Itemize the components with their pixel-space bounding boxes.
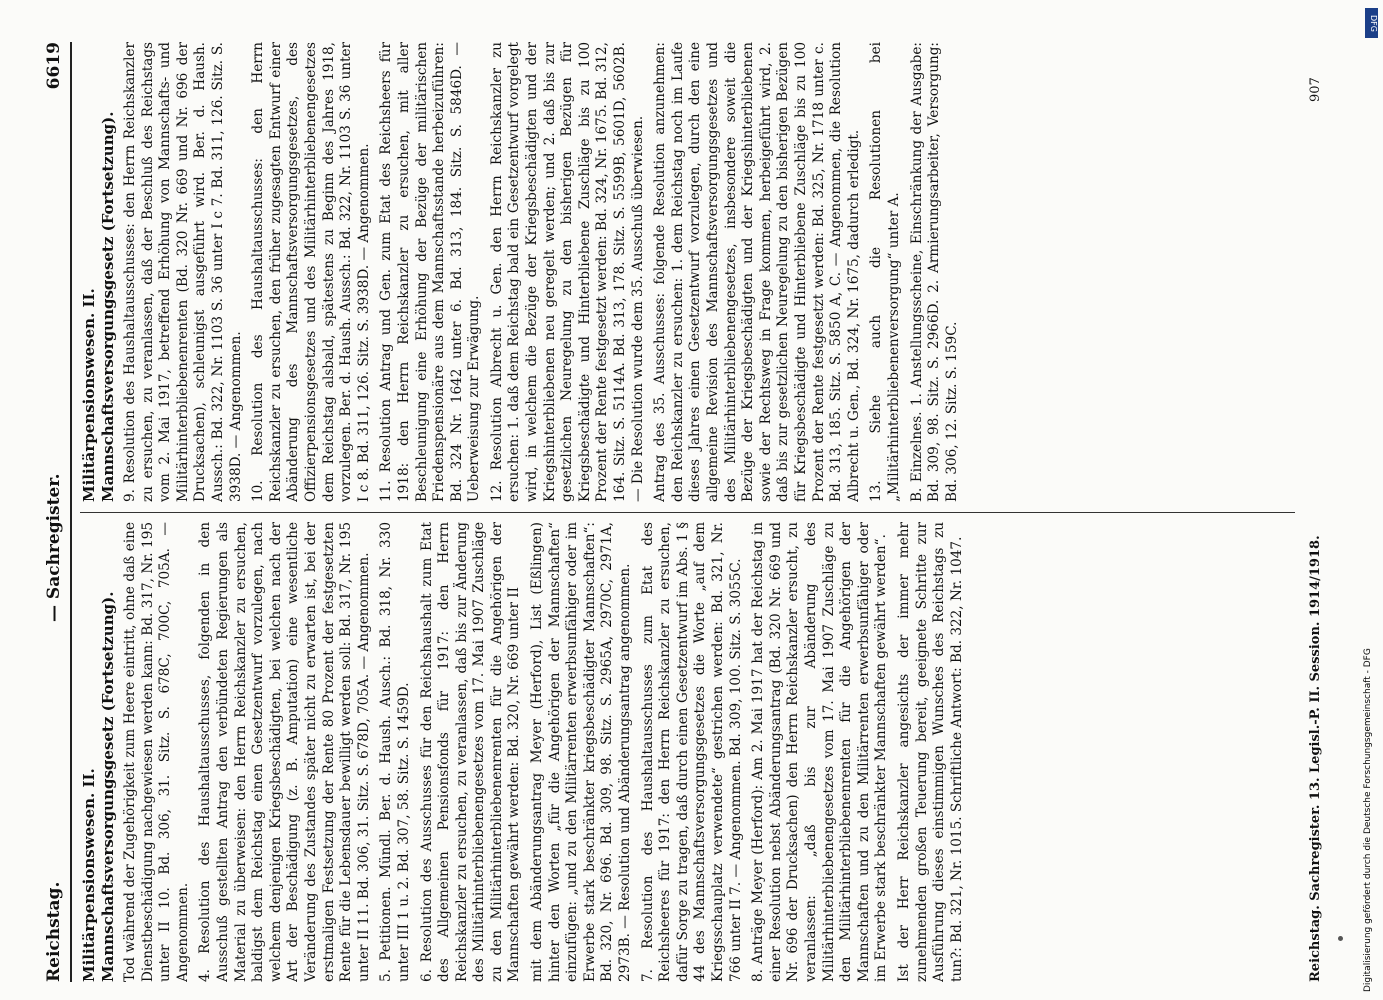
rotated-sheet	[40, 42, 1340, 982]
dfg-logo: DFG	[1365, 8, 1378, 38]
entry: 9. Resolution des Haushaltausschusses: den Herrn Reichskanzler zu ersuchen, zu veranlassen, daß der Beschluß des Reichstags vom 2. Mai 1917, betreffend Erhöhung von Mannschafts- und Militärhinterbliebenenrenten (Bd. 320 Nr. 669 und Nr. 696 der Drucksachen), schleunigst ausgeführt wird. Ber. d. Haush. Aussch.: Bd. 322, Nr. 1103 S. 36 unter I c 7. Bd. 311, 126. Sitz. S. 3938D. — Angenommen.	[122, 42, 244, 502]
entry: Tod während der Zugehörigkeit zum Heere eintritt, ohne daß eine Dienstbeschädigung nachgewiesen werden kann: Bd. 317, Nr. 195 unter II 10. Bd. 306, 31. Sitz. S. 678C, 700C, 705A. — Angenommen.	[122, 522, 191, 982]
entry: 6. Resolution des Ausschusses für den Reichshaushalt zum Etat des Allgemeinen Pensionsfonds für 1917: den Herrn Reichskanzler zu ersuchen, zu veranlassen, daß bis zur Änderung des Militärhinterbliebenengesetzes vom 17. Mai 1907 Zuschläge zu den Militärhinterbliebenenrenten für die Angehörigen der Mannschaften gewährt werden: Bd. 320, Nr. 669 unter II	[418, 522, 523, 982]
header-page-number: 6619	[44, 42, 64, 90]
page-footer: Reichstag. Sachregister. 13. Legisl.-P. II. Session. 1914/1918.	[1308, 535, 1323, 982]
entry: 7. Resolution des Haushaltausschusses zum Etat des Reichsheeres für 1917: den Herrn Reichskanzler zu ersuchen, dafür Sorge zu tragen, daß durch einen Gesetzentwurf im Abs. 1 § 44 des Mannschaftsversorgungsgesetzes die Worte „auf dem Kriegsschauplatz verwendete“ gestrichen werden: Bd. 321, Nr. 766 unter II 7. — Angenommen. Bd. 309, 100. Sitz. S. 3055C.	[639, 522, 744, 982]
entry: Ist der Herr Reichskanzler angesichts der immer mehr zunehmenden großen Teuerung bereit, geeignete Schritte zur Ausführung dieses einstimmigen Wunsches des Reichstags zu tun?: Bd. 321, Nr. 1015. Schriftliche Antwort: Bd. 322, Nr. 1047.	[895, 522, 965, 982]
column-right	[80, 42, 1300, 502]
dfg-credit: Digitalisierung gefördert durch die Deutsche Forschungsgemeinschaft - DFG	[1363, 648, 1373, 992]
header-rule	[70, 42, 72, 982]
entry: mit dem Abänderungsantrag Meyer (Herford), List (Eßlingen) hinter den Worten „für die Angehörigen der Mannschaften“ einzufügen: „und zu den Militärrenten erwerbsunfähiger oder im Erwerbe stark beschränkter kriegsbeschädigter Mannschaften“: Bd. 320, Nr. 696. Bd. 309, 98. Sitz. S. 2965A, 2970C, 2971A, 2973B. — Resolution und Abänderungsantrag angenommen.	[529, 522, 634, 982]
column-divider	[80, 512, 1295, 513]
entry: B. Einzelnes. 1. Anstellungsscheine, Einschränkung der Ausgabe: Bd. 309, 98. Sitz. S. 2966D. 2. Armierungsarbeiter, Versorgung: Bd. 306, 12. Sitz. S. 159C.	[908, 42, 960, 502]
header-center: — Sachregister.	[44, 473, 64, 622]
scan-speck	[1338, 936, 1343, 941]
running-header	[40, 42, 74, 982]
header-left: Reichstag.	[44, 881, 64, 982]
column-right-heading: Militärpensionswesen. II. Mannschaftsversorgungsgesetz (Fortsetzung).	[80, 111, 117, 502]
column-left-heading: Militärpensionswesen. II. Mannschaftsversorgungsgesetz (Fortsetzung).	[80, 591, 117, 982]
entry: 4. Resolution des Haushaltausschusses, folgenden in den Ausschuß gestellten Antrag den verbündeten Regierungen als Material zu überweisen: den Herrn Reichskanzler zu ersuchen, baldigst dem Reichstag einen Gesetzentwurf vorzulegen, nach welchem denjenigen Kriegsbeschädigten, bei welchen nach der Art der Beschädigung (z. B. Amputation) eine wesentliche Veränderung des Zustandes später nicht zu erwarten ist, bei der erstmaligen Festsetzung der Rente 80 Prozent der festgesetzten Rente für die Lebensdauer bewilligt werden soll: Bd. 317, Nr. 195 unter II 11. Bd. 306, 31. Sitz. S. 678D, 705A. — Angenommen.	[197, 522, 372, 982]
entry: 10. Resolution des Haushaltausschusses: den Herrn Reichskanzler zu ersuchen, den früher zugesagten Entwurf einer Abänderung des Mannschaftsversorgungsgesetzes, des Offizierpensionsgesetzes und des Militärhinterbliebenengesetzes dem Reichstag alsbald, spätestens zu Beginn des Jahres 1918, vorzulegen. Ber. d. Haush. Aussch.: Bd. 322, Nr. 1103 S. 36 unter I c 8. Bd. 311, 126. Sitz. S. 3938D. — Angenommen.	[250, 42, 372, 502]
entry: 11. Resolution Antrag und Gen. zum Etat des Reichsheers für 1918: den Herrn Reichskanzler zu ersuchen, mit aller Beschleunigung eine Erhöhung der Bezüge der militärischen Friedenspensionäre aus dem Mannschaftsstande herbeizuführen: Bd. 324 Nr. 1642 unter 6. Bd. 313, 184. Sitz. S. 5846D. — Ueberweisung zur Erwägung.	[378, 42, 483, 502]
entry: 5. Petitionen. Mündl. Ber. d. Haush. Ausch.: Bd. 318, Nr. 330 unter III 1 u. 2. Bd. 307, 58. Sitz. S. 1459D.	[378, 522, 412, 982]
entry: 12. Resolution Albrecht u. Gen. den Herrn Reichskanzler zu ersuchen: 1. daß dem Reichstag bald ein Gesetzentwurf vorgelegt wird, in welchem die Bezüge der Kriegsbeschädigten und der Kriegshinterbliebenen neu geregelt werden; und 2. daß bis zur gesetzlichen Neuregelung zu den bisherigen Bezügen für Kriegsbeschädigte und Hinterbliebene Zuschläge bis zu 100 Prozent der Rente festgesetzt werden: Bd. 324, Nr. 1675. Bd. 312, 164. Sitz. S. 5114A. Bd. 313, 178. Sitz. S. 5599B, 5601D, 5602B. — Die Resolution wurde dem 35. Ausschuß überwiesen.	[488, 42, 646, 502]
column-left	[80, 522, 1300, 982]
entry: 13. Siehe auch die Resolutionen bei „Militärhinterbliebenenversorgung“ unter A.	[868, 42, 902, 502]
entry: 8. Anträge Meyer (Herford): Am 2. Mai 1917 hat der Reichstag in einer Resolution nebst Abänderungsantrag (Bd. 320 Nr. 669 und Nr. 696 der Drucksachen) den Herrn Reichskanzler ersucht, zu veranlassen: „daß bis zur Abänderung des Militärhinterbliebenengesetzes vom 17. Mai 1907 Zuschläge zu den Militärhinterbliebenenrenten für die Angehörigen der Mannschaften und zu den Militärrenten erwerbsunfähiger oder im Erwerbe stark beschränkter Mannschaften gewährt werden“.	[750, 522, 890, 982]
entry: Antrag des 35. Ausschusses: folgende Resolution anzunehmen: den Reichskanzler zu ersuchen: 1. dem Reichstag noch im Laufe dieses Jahres einen Gesetzentwurf vorzulegen, durch den eine allgemeine Revision des Mannschaftsversorgungsgesetzes und des Militärhinterbliebenengesetzes, insbesondere soweit die Bezüge der Kriegsbeschädigten und der Kriegshinterbliebenen sowie der Rechtsweg in Frage kommen, herbeigeführt wird, 2. daß bis zur gesetzlichen Neuregelung zu den bisherigen Bezügen für Kriegsbeschädigte und Hinterbliebene Zuschläge bis zu 100 Prozent der Rente festgesetzt werden: Bd. 325, Nr. 1718 unter c. Bd. 313, 185. Sitz. S. 5850 A, C. — Angenommen, die Resolution Albrecht u. Gen., Bd. 324, Nr. 1675, dadurch erledigt.	[652, 42, 862, 502]
footer-number: 907	[1308, 77, 1323, 102]
